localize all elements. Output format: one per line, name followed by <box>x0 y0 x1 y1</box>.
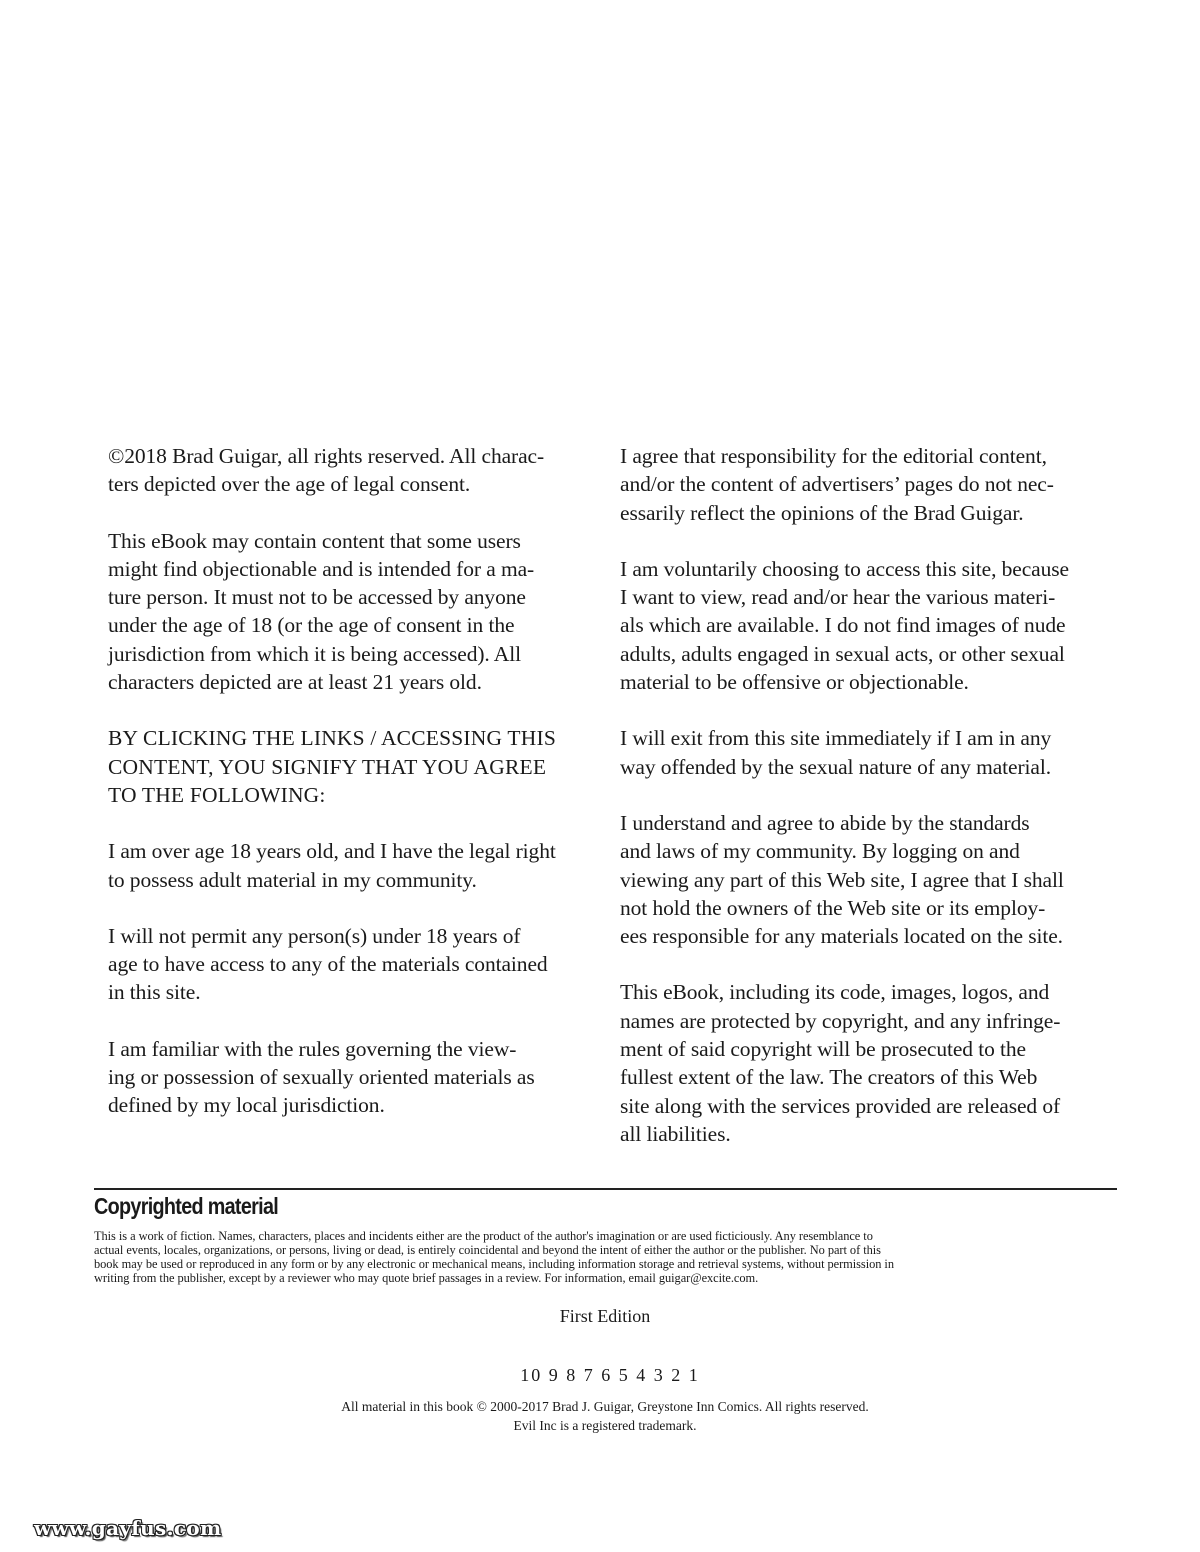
rights-notice: All material in this book © 2000-2017 Brad J. Guigar, Greystone Inn Comics. All rights reserved. Evil Inc is a registered trademark. <box>341 1399 869 1433</box>
printing-line: 10 9 8 7 6 5 4 3 2 1 <box>520 1365 700 1385</box>
copyright-fine-print: This is a work of fiction. Names, characters, places and incidents either are the product of the author's imagination or are used ficticiously. Any resemblance to actual events, locales, organizations, or persons, living or dead, is entirely coincidental and beyond the intent of either the author or the publisher. No part of this book may be used or reproduced in any form or by any electronic or mechanical means, including information storage and retrieval systems, without permission in writing from the publisher, except by a reviewer who may quote brief passages in a review. For information, email guigar@excite.com. <box>94 1229 894 1285</box>
paragraph: I am over age 18 years old, and I have the legal right to possess adult material in my community. <box>108 839 556 892</box>
paragraph: I am familiar with the rules governing the view- ing or possession of sexually oriented materials as defined by my local jurisdiction. <box>108 1036 535 1118</box>
disclaimer-columns <box>108 442 1108 1176</box>
paragraph: I will exit from this site immediately if I am in any way offended by the sexual nature of any material. <box>620 726 1052 779</box>
divider <box>94 1188 1117 1190</box>
right-column <box>620 442 1108 1176</box>
paragraph: This eBook may contain content that some users might find objectionable and is intended for a ma- ture person. It must not to be accessed by anyone under the age of 18 (or the age of consent in the jurisdiction from which it is being accessed). All characters depicted are at least 21 years old. <box>108 528 535 695</box>
edition-label: First Edition <box>559 1306 651 1326</box>
left-column <box>108 442 596 1176</box>
paragraph: This eBook, including its code, images, logos, and names are protected by copyright, and any infringe- ment of said copyright will be prosecuted to the fullest extent of the law. The creators of this Web site along with the services provided are released of all liabilities. <box>620 980 1061 1146</box>
copyright-heading: Copyrighted material <box>94 1193 279 1219</box>
site-watermark: www.gayfus.com <box>34 1516 222 1540</box>
agreement-heading: BY CLICKING THE LINKS / ACCESSING THIS CONTENT, YOU SIGNIFY THAT YOU AGREE TO THE FOLLOWING: <box>108 726 556 807</box>
paragraph: I will not permit any person(s) under 18 years of age to have access to any of the materials contained in this site. <box>108 923 548 1005</box>
paragraph: I understand and agree to abide by the standards and laws of my community. By logging on and viewing any part of this Web site, I agree that I shall not hold the owners of the Web site or its employ- ees responsible for any materials located on the site. <box>620 810 1064 949</box>
paragraph: ©2018 Brad Guigar, all rights reserved. All charac- ters depicted over the age of legal consent. <box>108 444 545 497</box>
paragraph: I agree that responsibility for the editorial content, and/or the content of advertisers’ pages do not nec- essarily reflect the opinions of the Brad Guigar. <box>620 444 1054 525</box>
paragraph: I am voluntarily choosing to access this site, because I want to view, read and/or hear the various materi- als which are available. I do not find images of nude adults, adults engaged in sexual acts, or other sexual material to be offensive or objectionable. <box>620 556 1069 695</box>
